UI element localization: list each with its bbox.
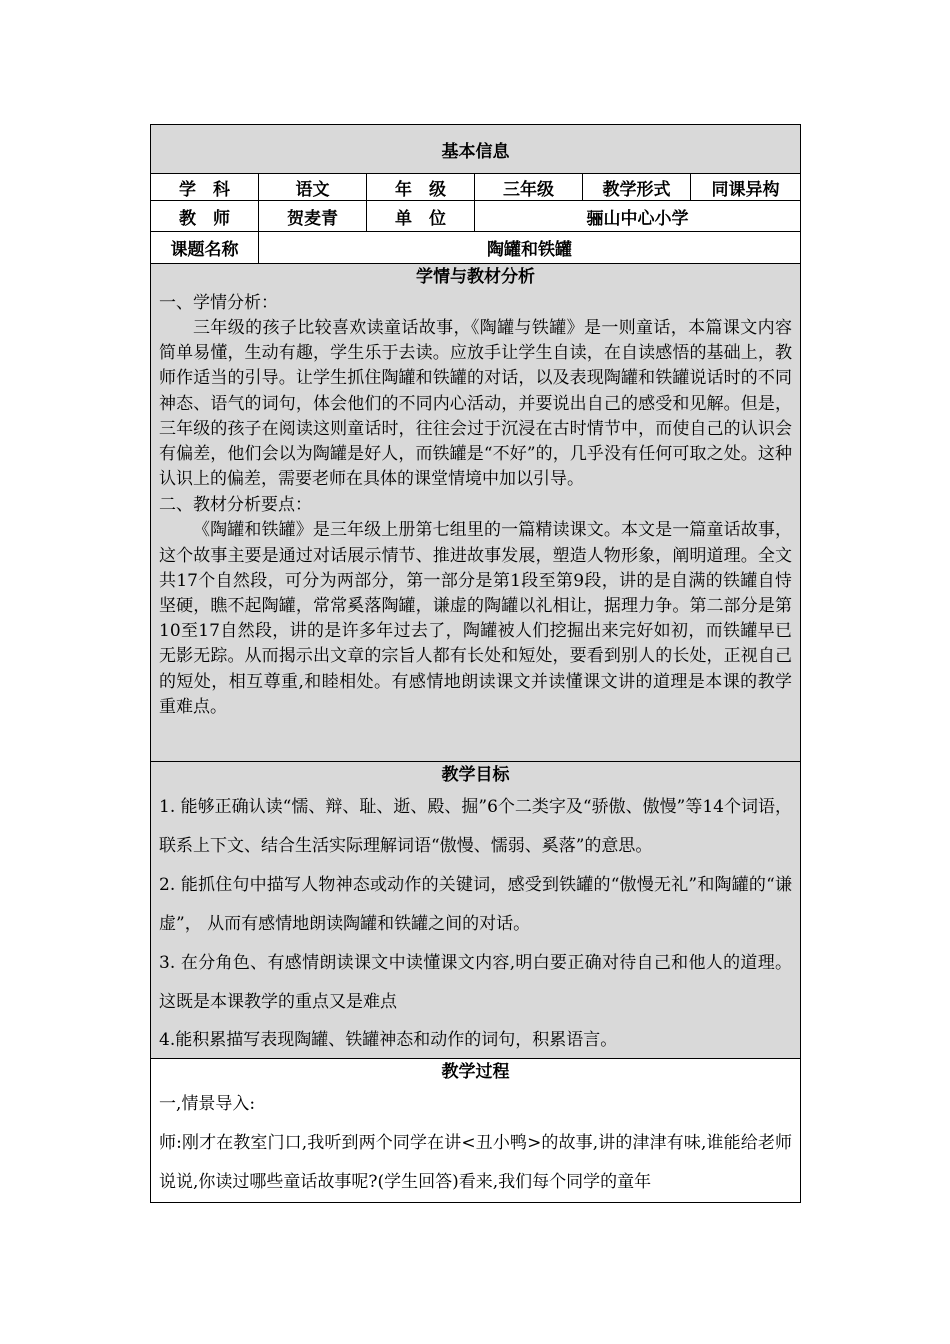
teacher-value: 贺麦青 — [259, 201, 367, 232]
unit-value: 骊山中心小学 — [475, 201, 801, 232]
student-analysis-text: 三年级的孩子比较喜欢读童话故事，《陶罐与铁罐》是一则童话，本篇课文内容简单易懂，生动有趣，学生乐于去读。应放手让学生自读，在自读感悟的基础上，教师作适当的引导。让学生抓住陶罐和铁罐的对话，以及表现陶罐和铁罐说话时的不同神态、语气的词句，体会他们的不同内心活动，并要说出自己的感受和见解。但是，三年级的孩子在阅读这则童话时，往往会过于沉浸在古时情节中，而使自己的认识会有偏差，他们会以为陶罐是好人，而铁罐是“不好”的，几乎没有任何可取之处。这种认识上的偏差，需要老师在具体的课堂情境中加以引导。 — [159, 318, 792, 490]
teaching-form-value: 同课异构 — [691, 174, 801, 201]
subject-value: 语文 — [259, 174, 367, 201]
analysis-title: 学情与教材分析 — [416, 267, 535, 287]
material-analysis-heading: 二、教材分析要点： — [159, 495, 312, 516]
goal-item-1: 1. 能够正确认读“懦、辩、耻、逝、殿、掘”6个二类字及“骄傲、傲慢”等14个词语，联系上下文、结合生活实际理解词语“傲慢、懦弱、奚落”的意思。 — [159, 797, 792, 856]
goal-item-3: 3. 在分角色、有感情朗读课文中读懂课文内容,明白要正确对待自己和他人的道理。这既是本课教学的重点又是难点 — [159, 953, 792, 1012]
teaching-form-label: 教学形式 — [583, 174, 691, 201]
analysis-section — [151, 264, 801, 762]
lesson-plan-table — [150, 124, 801, 1203]
topic-value: 陶罐和铁罐 — [259, 232, 801, 264]
material-analysis-text: 《陶罐和铁罐》是三年级上册第七组里的一篇精读课文。本文是一篇童话故事，这个故事主要是通过对话展示情节、推进故事发展，塑造人物形象，阐明道理。全文共17个自然段，可分为两部分，第一部分是第1段至第9段，讲的是自满的铁罐自恃坚硬，瞧不起陶罐，常常奚落陶罐，谦虚的陶罐以礼相让，据理力争。第二部分是第10至17自然段，讲的是许多年过去了，陶罐被人们挖掘出来完好如初，而铁罐早已无影无踪。从而揭示出文章的宗旨人都有长处和短处，要看到别人的长处，正视自己的短处，相互尊重,和睦相处。有感情地朗读课文并读懂课文讲的道理是本课的教学重难点。 — [159, 520, 792, 717]
process-step1-heading: 一,情景导入: — [159, 1094, 256, 1114]
process-step1-text: 师:刚才在教室门口,我听到两个同学在讲<丑小鸭>的故事,讲的津津有味,谁能给老师说说,你读过哪些童话故事呢?(学生回答)看来,我们每个同学的童年 — [159, 1133, 792, 1192]
goals-section — [151, 762, 801, 1059]
student-analysis-heading: 一、学情分析： — [159, 293, 278, 313]
grade-label: 年 级 — [367, 174, 475, 201]
unit-label: 单 位 — [367, 201, 475, 232]
process-title: 教学过程 — [441, 1062, 510, 1082]
process-section — [151, 1059, 801, 1203]
topic-label: 课题名称 — [151, 232, 259, 264]
goals-title: 教学目标 — [441, 765, 510, 785]
basic-info-title: 基本信息 — [151, 125, 801, 174]
subject-label: 学 科 — [151, 174, 259, 201]
goal-item-4: 4.能积累描写表现陶罐、铁罐神态和动作的词句，积累语言。 — [159, 1030, 618, 1050]
grade-value: 三年级 — [475, 174, 583, 201]
teacher-label: 教 师 — [151, 201, 259, 232]
goal-item-2: 2. 能抓住句中描写人物神态或动作的关键词，感受到铁罐的“傲慢无礼”和陶罐的“谦虚”， 从而有感情地朗读陶罐和铁罐之间的对话。 — [159, 875, 792, 934]
